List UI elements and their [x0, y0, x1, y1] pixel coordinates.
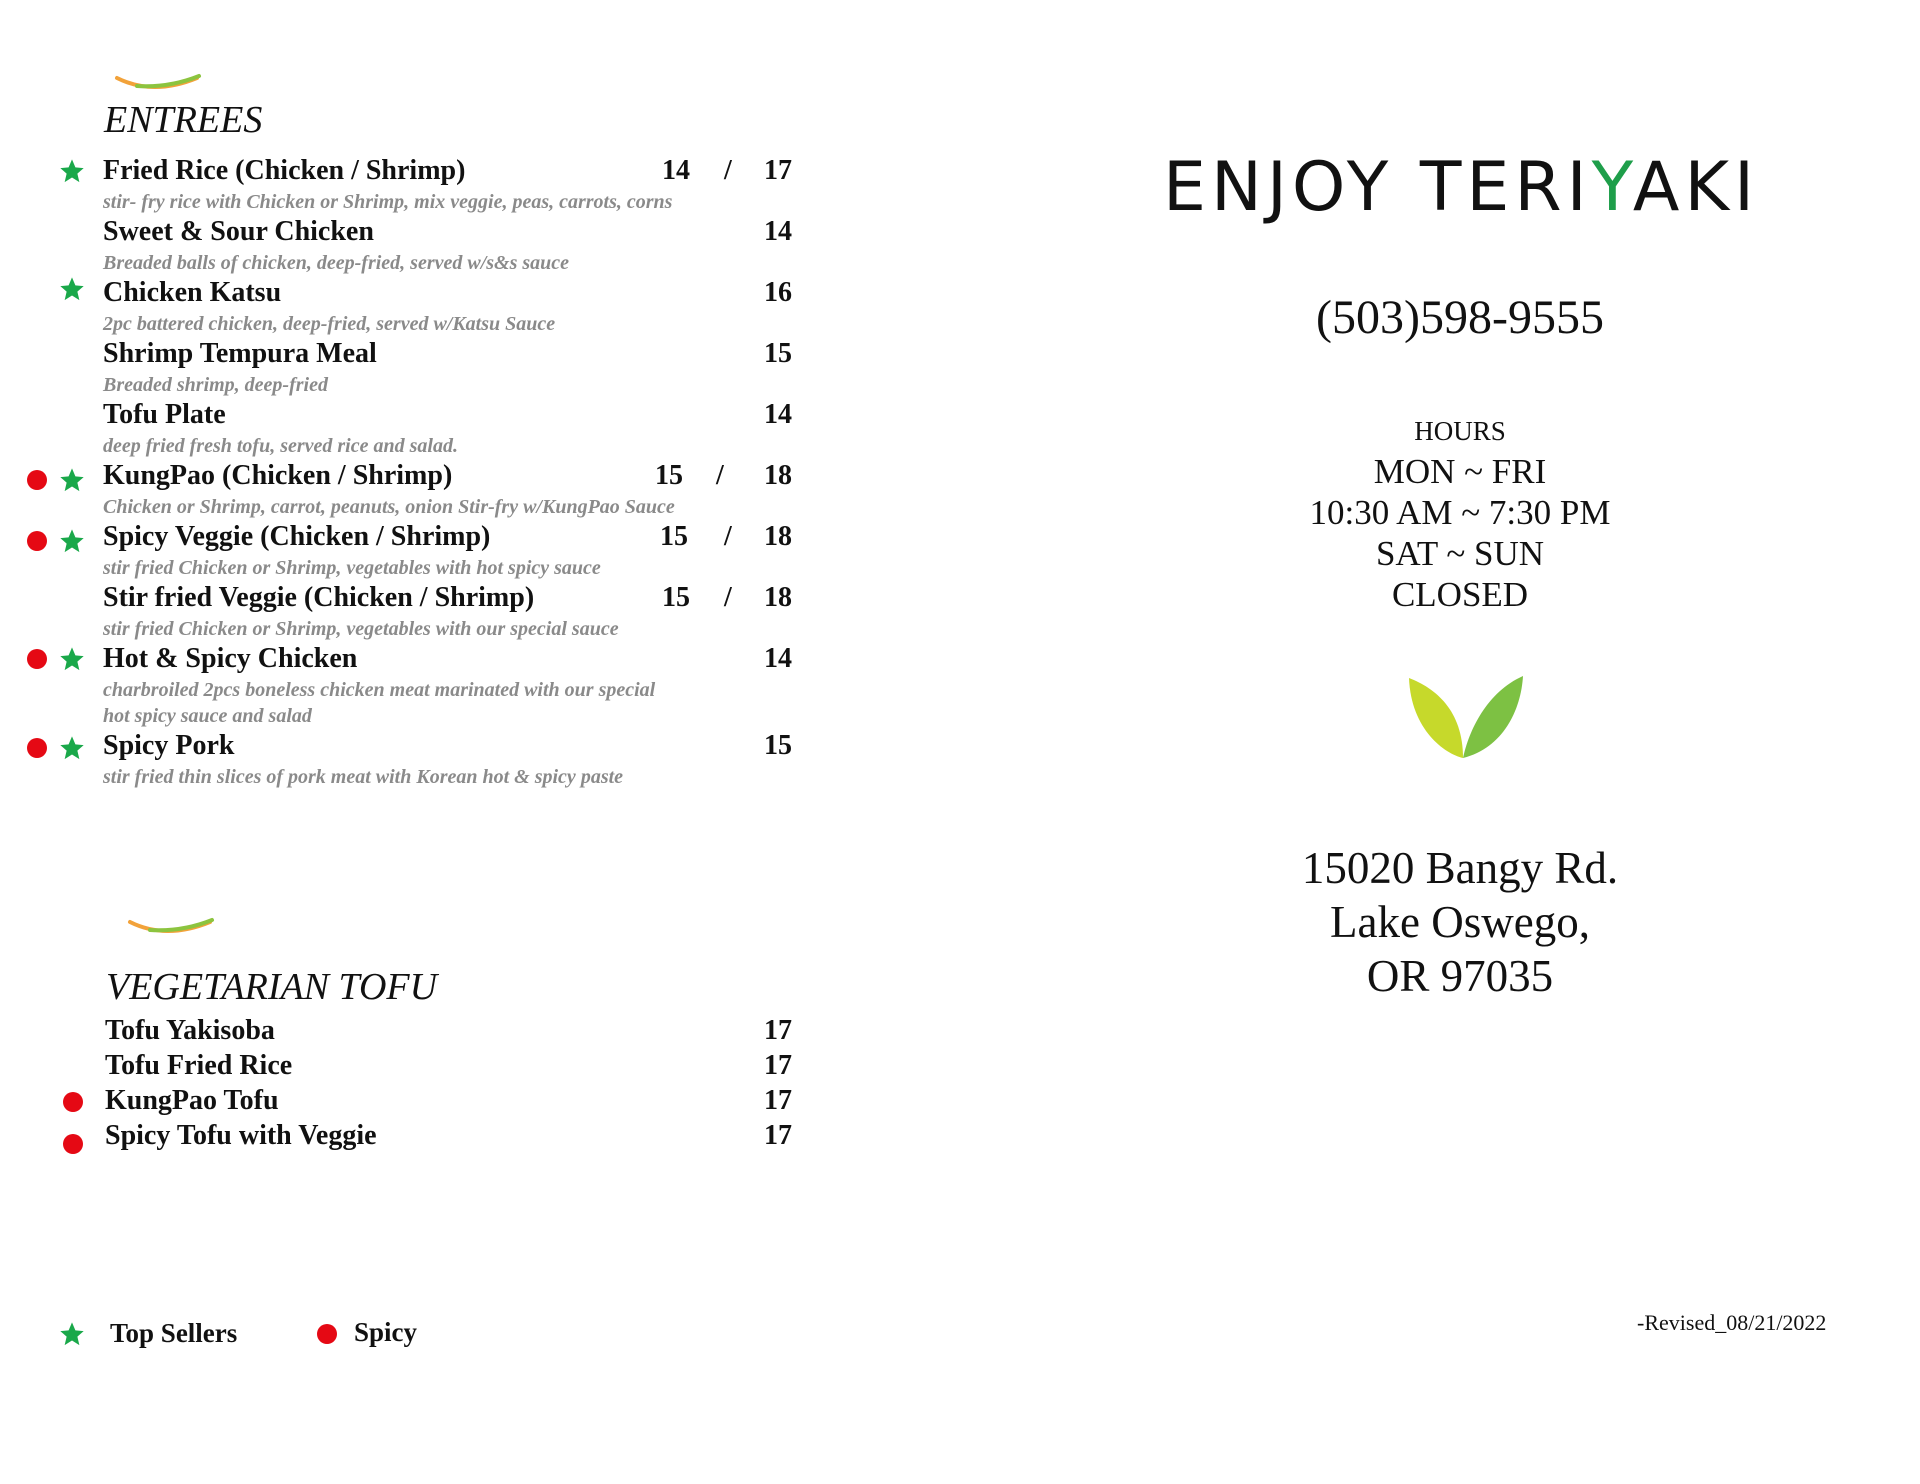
spicy-dot-icon: [27, 531, 47, 551]
hours-line: SAT ~ SUN: [1375, 534, 1545, 573]
vegetarian-title: VEGETARIAN TOFU: [106, 966, 438, 1008]
brand-text-accent: Y: [1591, 148, 1633, 227]
star-icon: [58, 734, 86, 762]
menu-item-name: Sweet & Sour Chicken: [103, 216, 374, 247]
menu-item-price-shrimp: 17: [764, 155, 792, 186]
menu-item-desc: Chicken or Shrimp, carrot, peanuts, onion Stir-fry w/KungPao Sauce: [103, 496, 675, 518]
address-line: Lake Oswego,: [1330, 897, 1590, 947]
menu-item-price: 16: [764, 277, 792, 308]
brand-logo: [1163, 148, 1759, 227]
brand-text-1: ENJOY TERI: [1163, 148, 1592, 227]
hours-label: HOURS: [1414, 416, 1506, 446]
swoosh-decoration: [126, 916, 216, 940]
address-line: OR 97035: [1366, 951, 1554, 1001]
menu-item-price-shrimp: 18: [764, 521, 792, 552]
menu-item-name: Spicy Veggie (Chicken / Shrimp): [103, 521, 491, 552]
spicy-dot-icon: [63, 1092, 83, 1112]
menu-item-name: Stir fried Veggie (Chicken / Shrimp): [103, 582, 535, 613]
menu-item-desc: deep fried fresh tofu, served rice and salad.: [103, 435, 458, 457]
menu-item-name: Chicken Katsu: [103, 277, 282, 308]
spicy-dot-icon: [27, 649, 47, 669]
menu-item-name: Tofu Yakisoba: [105, 1015, 275, 1046]
star-icon: [58, 157, 86, 185]
star-icon: [58, 1320, 86, 1348]
menu-item-price-shrimp: 18: [764, 460, 792, 491]
menu-item-name: Hot & Spicy Chicken: [103, 643, 358, 674]
star-icon: [58, 527, 86, 555]
price-separator: /: [724, 155, 732, 186]
spicy-dot-icon: [27, 738, 47, 758]
menu-item-desc: 2pc battered chicken, deep-fried, served w/Katsu Sauce: [103, 313, 556, 335]
menu-item-price: 17: [764, 1120, 792, 1151]
phone-number: (503)598-9555: [1316, 291, 1604, 344]
menu-item-desc: Breaded shrimp, deep-fried: [103, 374, 328, 396]
menu-item-price: 14: [764, 216, 792, 247]
menu-item-desc: stir fried Chicken or Shrimp, vegetables with hot spicy sauce: [103, 557, 601, 579]
menu-item-name: Tofu Plate: [103, 399, 226, 430]
menu-item-name: Shrimp Tempura Meal: [103, 338, 377, 369]
spicy-dot-icon: [317, 1324, 337, 1344]
menu-item-price: 17: [764, 1050, 792, 1081]
address-line: 15020 Bangy Rd.: [1301, 843, 1619, 893]
menu-item-desc-line2: hot spicy sauce and salad: [103, 705, 312, 727]
menu-item-desc: Breaded balls of chicken, deep-fried, served w/s&s sauce: [103, 252, 570, 274]
entrees-title: ENTREES: [104, 99, 263, 141]
legend-top-sellers: Top Sellers: [110, 1318, 238, 1348]
menu-item-name: Spicy Pork: [103, 730, 235, 761]
spicy-dot-icon: [63, 1134, 83, 1154]
star-icon: [58, 466, 86, 494]
leaf-logo-icon: [1405, 670, 1525, 762]
menu-item-price-chicken: 15: [655, 460, 683, 491]
menu-item-price: 14: [764, 399, 792, 430]
menu-item-price-chicken: 15: [660, 521, 688, 552]
star-icon: [58, 275, 86, 303]
menu-item-desc: stir fried thin slices of pork meat with Korean hot & spicy paste: [103, 766, 624, 788]
menu-item-name: KungPao (Chicken / Shrimp): [103, 460, 453, 491]
revised-date: -Revised_08/21/2022: [1637, 1310, 1827, 1335]
menu-item-name: Spicy Tofu with Veggie: [105, 1120, 377, 1151]
star-icon: [58, 645, 86, 673]
hours-line: MON ~ FRI: [1373, 452, 1547, 491]
menu-item-name: Tofu Fried Rice: [105, 1050, 293, 1081]
hours-line: 10:30 AM ~ 7:30 PM: [1309, 493, 1611, 532]
menu-item-price: 15: [764, 730, 792, 761]
spicy-dot-icon: [27, 470, 47, 490]
menu-item-desc: stir- fry rice with Chicken or Shrimp, mix veggie, peas, carrots, corns: [103, 191, 673, 213]
menu-item-price: 17: [764, 1015, 792, 1046]
menu-item-price: 14: [764, 643, 792, 674]
legend-spicy: Spicy: [354, 1317, 418, 1347]
price-separator: /: [724, 521, 732, 552]
menu-item-desc: charbroiled 2pcs boneless chicken meat marinated with our special: [103, 679, 656, 701]
brand-text-2: AKI: [1632, 148, 1760, 227]
hours-line: CLOSED: [1391, 575, 1529, 614]
swoosh-decoration: [113, 72, 203, 96]
menu-item-name: Fried Rice (Chicken / Shrimp): [103, 155, 466, 186]
menu-item-price-chicken: 15: [662, 582, 690, 613]
price-separator: /: [724, 582, 732, 613]
menu-item-desc: stir fried Chicken or Shrimp, vegetables with our special sauce: [103, 618, 619, 640]
menu-item-price-shrimp: 18: [764, 582, 792, 613]
menu-item-price-chicken: 14: [662, 155, 690, 186]
menu-item-name: KungPao Tofu: [105, 1085, 279, 1116]
price-separator: /: [716, 460, 724, 491]
menu-item-price: 15: [764, 338, 792, 369]
menu-item-price: 17: [764, 1085, 792, 1116]
